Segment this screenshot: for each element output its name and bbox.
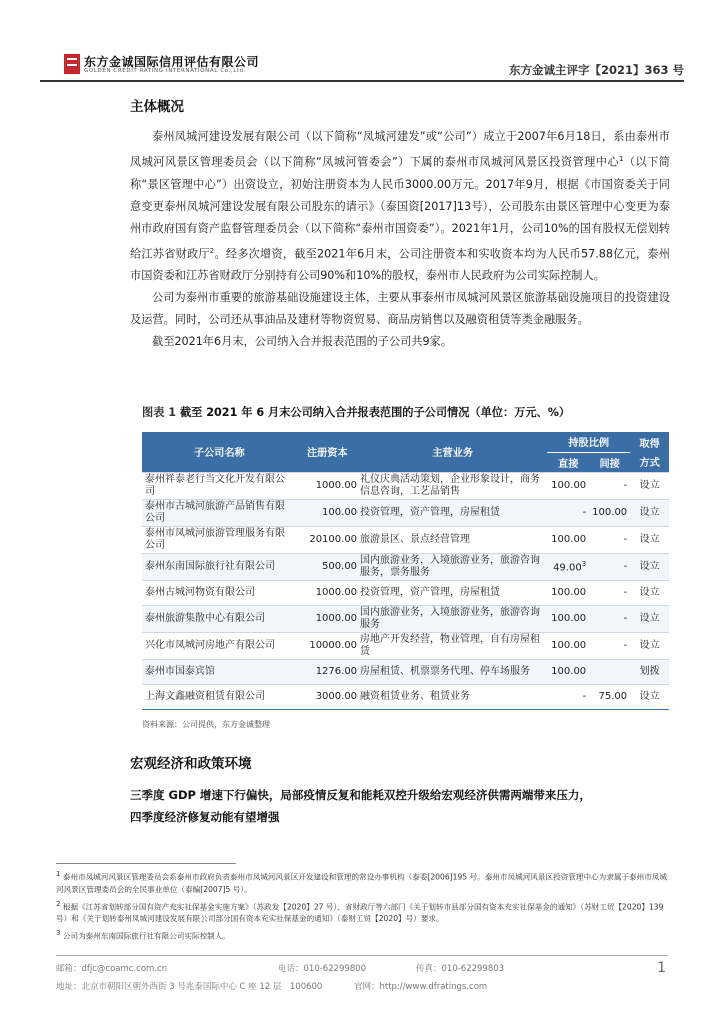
footnote-number: 1 — [56, 870, 61, 878]
cell-direct: - — [547, 499, 589, 526]
cell-name: 泰州旅游集散中心有限公司 — [142, 605, 297, 632]
cell-direct: 100.00 — [547, 632, 589, 659]
footnote-divider — [56, 863, 236, 864]
cell-method: 设立 — [630, 526, 669, 553]
footnote-ref-3[interactable]: 3 — [581, 560, 587, 569]
cell-indirect: - — [589, 580, 630, 605]
footnote-text: 根据《江苏省划转部分国有资产充实社保基金实施方案》（苏政发【2020】27 号）、省财政厅等六部门《关于划转市县部分国有资本充实社保基金的通知》（苏财工贸【2020】139 号）和《关于划转泰州凤城河建设发展有限公司部分国有资本充实社保基金的通知》（泰财工贸【2020】号）要求。 — [56, 902, 664, 924]
table-row — [142, 580, 669, 605]
cell-direct: 100.00 — [547, 526, 589, 553]
footer-address: 地址：北京市朝阳区朝外西街 3 号兆泰国际中心 C 座 12 层 100600 — [56, 982, 323, 992]
cell-name: 泰州东南国际旅行社有限公司 — [142, 553, 297, 580]
cell-capital: 1000.00 — [297, 605, 358, 632]
header-divider — [40, 80, 684, 82]
section-title-overview: 主体概况 — [130, 99, 184, 115]
section-title-macro: 宏观经济和政策环境 — [130, 756, 252, 772]
cell-direct: 100.00 — [547, 472, 589, 499]
cell-capital: 1276.00 — [297, 659, 358, 684]
col-header-method-2: 方式 — [630, 452, 669, 472]
footnote-item — [56, 927, 668, 943]
footer-phone: 电话：010-62299800 — [278, 964, 367, 974]
footnotes — [56, 868, 668, 945]
company-logo-icon — [64, 54, 80, 74]
macro-headline-1: 三季度 GDP 增速下行偏快，局部疫情反复和能耗双控升级给宏观经济供需两端带来压力， — [130, 788, 591, 802]
overview-p1-text: 泰州凤城河建设发展有限公司（以下简称“凤城河建发”或“公司”）成立于2007年6月18日，系由泰州市凤城河风景区管理委员会（以下简称“凤城河管委会”）下属的泰州市凤城河风景区投资管理中心 — [130, 130, 670, 169]
cell-method: 设立 — [630, 632, 669, 659]
page-number: 1 — [657, 960, 666, 976]
overview-paragraph-3: 截至2021年6月末，公司纳入合并报表范围的子公司共9家。 — [152, 335, 453, 349]
cell-method: 设立 — [630, 499, 669, 526]
company-name-en: GOLDEN CREDIT RATING INTERNATIONAL Co.,Ltd. — [84, 68, 247, 74]
footnote-ref-2[interactable]: 2 — [209, 246, 215, 255]
overview-p1b-text: （以下简称“景区管理中心”）出资设立，初始注册资本为人民币3000.00万元。2017年9月，根据《市国资委关于同意变更泰州凤城河建设发展有限公司股东的请示》（泰国资[2017]13号），公司股东由景区管理中心变更为泰州市政府国有资产监督管理委员会（以下简称“泰州市国资委”）。2021年1月，公司10%的国有股权无偿划转给江苏省财政厅 — [130, 155, 670, 261]
cell-capital: 500.00 — [297, 553, 358, 580]
col-header-direct: 直接 — [547, 452, 589, 472]
cell-indirect: - — [589, 553, 630, 580]
table-row — [142, 605, 669, 632]
subsidiaries-table — [142, 432, 669, 710]
cell-name: 泰州市古城河旅游产品销售有限公司 — [142, 499, 297, 526]
cell-name: 上海文鑫融资租赁有限公司 — [142, 684, 297, 709]
cell-name: 泰州市国泰宾馆 — [142, 659, 297, 684]
overview-paragraph-2: 公司为泰州市重要的旅游基础设施建设主体，主要从事泰州市凤城河风景区旅游基础设施项目的投资建设及运营。同时，公司还从事油品及建材等物资贸易、商品房销售以及融资租赁等类金融服务。 — [130, 291, 670, 327]
cell-indirect: - — [589, 472, 630, 499]
footnote-number: 2 — [56, 899, 61, 908]
table-body — [142, 472, 669, 709]
footnote-text: 公司为泰州东南国际旅行社有限公司实际控制人。 — [62, 931, 230, 941]
table-row — [142, 553, 669, 580]
table-row — [142, 632, 669, 659]
cell-business: 房屋租赁、机票票务代理、停车场服务 — [358, 659, 547, 684]
cell-indirect: - — [589, 605, 630, 632]
cell-name: 泰州市凤城河旅游管理服务有限公司 — [142, 526, 297, 553]
col-header-indirect: 间接 — [589, 452, 630, 472]
overview-p1c-text: 。经多次增资，截至2021年6月末，公司注册资本和实收资本均为人民币57.88亿元，泰州市国资委和江苏省财政厅分别持有公司90%和10%的股权，泰州市人民政府为公司实际控制人。 — [130, 247, 670, 283]
cell-direct: - — [547, 684, 589, 709]
cell-method: 设立 — [630, 553, 669, 580]
macro-headline-2: 四季度经济修复动能有望增强 — [130, 810, 280, 824]
col-header-method-1: 取得 — [630, 432, 669, 452]
cell-capital: 20100.00 — [297, 526, 358, 553]
cell-business: 投资管理，资产管理，房屋租赁 — [358, 580, 547, 605]
footnote-item — [56, 868, 668, 896]
footer-divider — [56, 955, 668, 956]
cell-business: 国内旅游业务，入境旅游业务，旅游咨询服务 — [358, 605, 547, 632]
cell-business: 国内旅游业务，入境旅游业务，旅游咨询服务，票务服务 — [358, 553, 547, 580]
footnote-item — [56, 898, 668, 926]
footer-website[interactable]: 官网：http://www.dfratings.com — [354, 982, 488, 992]
table-source: 资料来源：公司提供，东方金诚整理 — [142, 720, 270, 729]
cell-business: 礼仪庆典活动策划，企业形象设计，商务信息咨询，工艺品销售 — [358, 472, 547, 499]
cell-business: 投资管理，资产管理，房屋租赁 — [358, 499, 547, 526]
cell-direct: 100.00 — [547, 605, 589, 632]
cell-direct: 100.00 — [547, 659, 589, 684]
page-header — [40, 52, 684, 82]
footnote-ref-1[interactable]: 1 — [619, 155, 624, 163]
cell-business: 房地产开发经营，物业管理，自有房屋租赁 — [358, 632, 547, 659]
cell-direct: 49.00$^3$ — [547, 553, 589, 580]
table-caption — [142, 404, 570, 420]
cell-method: 划拨 — [630, 659, 669, 684]
cell-indirect: - — [589, 632, 630, 659]
cell-name: 泰州古城河物资有限公司 — [142, 580, 297, 605]
cell-business: 融资租赁业务、租赁业务 — [358, 684, 547, 709]
cell-indirect — [589, 659, 630, 684]
table-caption-number: 图表 1 — [142, 406, 177, 419]
document-code: 东方金诚主评字【2021】363 号 — [508, 63, 684, 77]
cell-business: 旅游景区、景点经营管理 — [358, 526, 547, 553]
cell-method: 设立 — [630, 684, 669, 709]
table-caption-text: 截至 2021 年 6 月末公司纳入合并报表范围的子公司情况（单位：万元、%） — [179, 406, 571, 419]
cell-direct: 100.00 — [547, 580, 589, 605]
cell-name: 泰州祥泰老行当文化开发有限公司 — [142, 472, 297, 499]
table-row — [142, 659, 669, 684]
table-row — [142, 684, 669, 709]
footer-fax: 传真：010-62299803 — [416, 964, 505, 974]
cell-indirect: - — [589, 526, 630, 553]
footnote-number: 3 — [56, 929, 61, 938]
cell-method: 设立 — [630, 580, 669, 605]
col-header-capital: 注册资本 — [297, 432, 358, 472]
cell-name: 兴化市凤城河房地产有限公司 — [142, 632, 297, 659]
table-row — [142, 472, 669, 499]
cell-capital: 100.00 — [297, 499, 358, 526]
overview-paragraph-1 — [130, 126, 670, 287]
table-row — [142, 526, 669, 553]
footer-email: 邮箱：dfjc@coamc.com.cn — [56, 964, 168, 974]
cell-method: 设立 — [630, 472, 669, 499]
cell-indirect: 75.00 — [589, 684, 630, 709]
cell-capital: 3000.00 — [297, 684, 358, 709]
col-header-name: 子公司名称 — [142, 432, 297, 472]
cell-method: 设立 — [630, 605, 669, 632]
cell-capital: 1000.00 — [297, 580, 358, 605]
cell-capital: 10000.00 — [297, 632, 358, 659]
overview-body — [130, 126, 670, 353]
col-header-ratio: 持股比例 — [547, 432, 630, 452]
company-name-cn: 东方金诚国际信用评估有限公司 — [84, 55, 260, 69]
table-row — [142, 499, 669, 526]
cell-capital: 1000.00 — [297, 472, 358, 499]
col-header-business: 主营业务 — [358, 432, 547, 472]
footnote-text: 泰州市凤城河风景区管理委员会系泰州市政府负责泰州市凤城河风景区开发建设和管理的常设办事机构（泰委[2006]195 号。泰州市凤城河风景区投资管理中心为隶属于泰州市凤城河风景区管理委员会的全民事业单位（泰编[2007]5 号）。 — [56, 872, 667, 894]
cell-indirect: 100.00 — [589, 499, 630, 526]
